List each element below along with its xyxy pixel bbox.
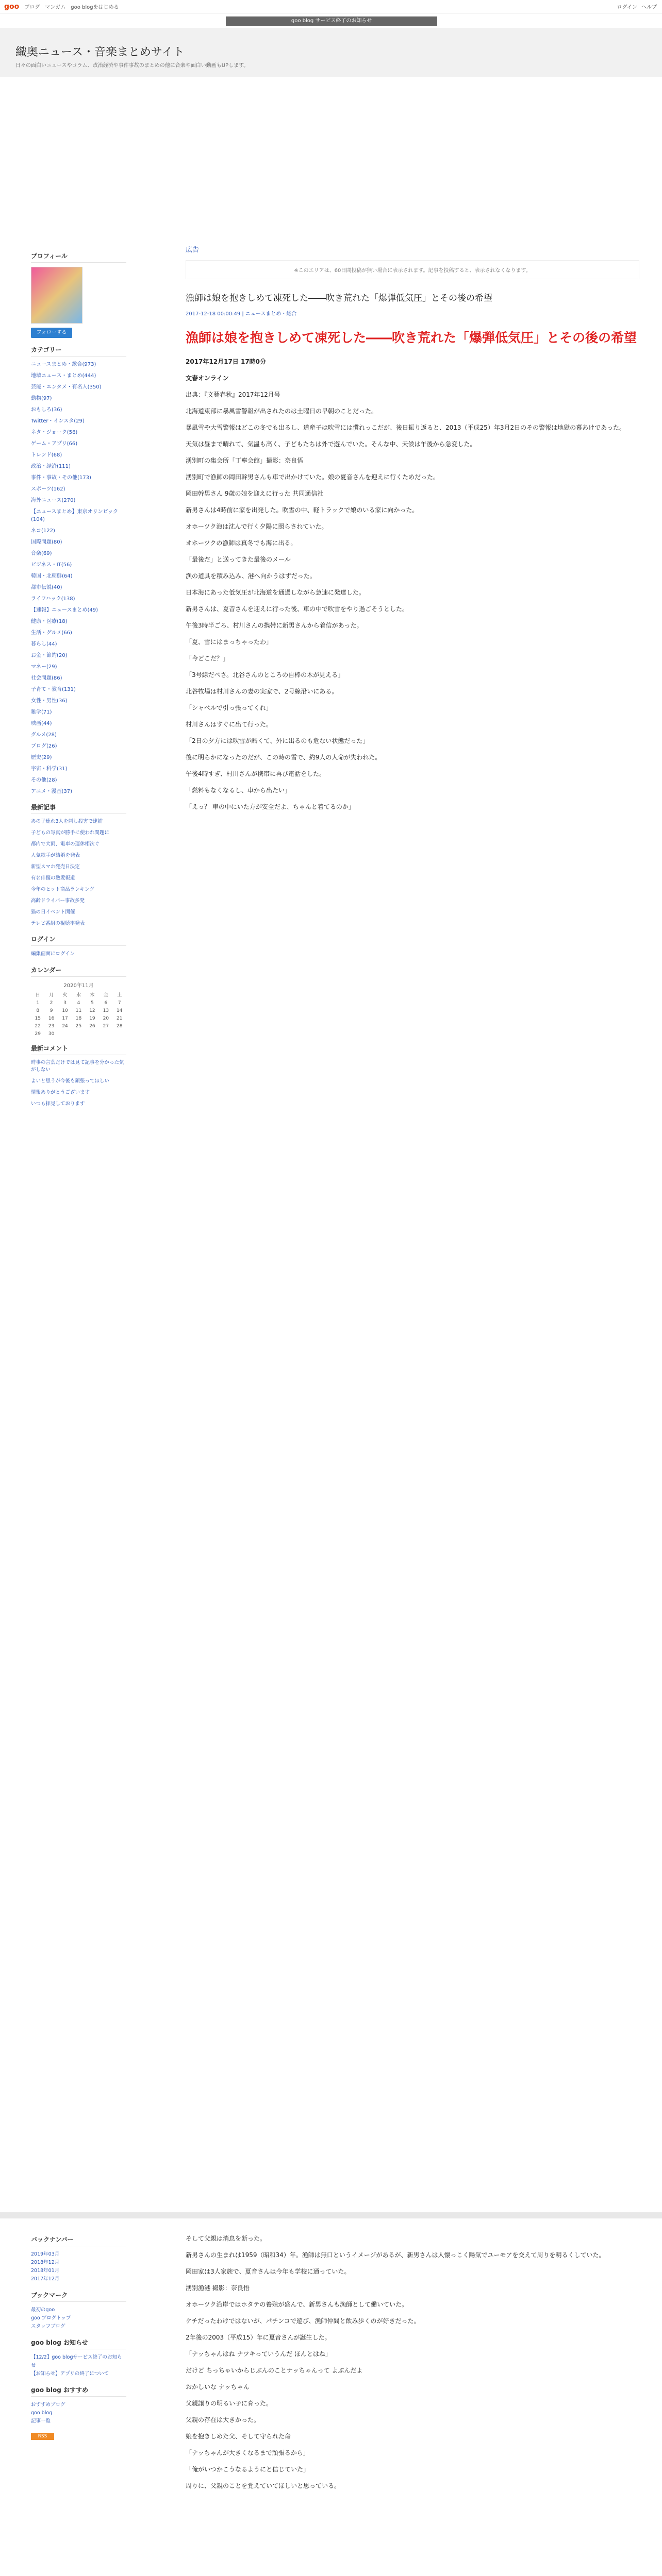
calendar-heading: カレンダー — [31, 965, 126, 977]
article-paragraph: 湧別漁港 撮影：奈良悟 — [186, 2284, 250, 2292]
article-paragraph: 新男さんの生まれは1959（昭和34）年。漁師は無口というイメージがあるが、新男さんは人懐っこく陽気でユーモアを交えて周りを明るくしていた。 — [186, 2251, 605, 2259]
calendar-grid — [31, 991, 126, 1037]
category-item[interactable]: 【速報】ニュースまとめ(49) — [31, 607, 98, 613]
category-item[interactable]: 事件・事故・その他(173) — [31, 475, 91, 481]
article-paragraph: 午後4時すぎ、村川さんが携帯に再び電話をした。 — [186, 770, 326, 777]
bookmark-item[interactable]: 最初のgoo — [31, 2307, 55, 2313]
article-body — [186, 356, 639, 812]
comment-item[interactable]: 情報ありがとうございます — [31, 1090, 90, 1095]
comment-item[interactable]: よいと思うが今後も頑張ってほしい — [31, 1078, 110, 1084]
calendar-month: 2020年11月 — [63, 983, 94, 989]
goo-news-heading: goo blog お知らせ — [31, 2338, 126, 2349]
category-item[interactable]: 暮らし(44) — [31, 641, 57, 647]
article-paragraph: オホーツク海は沈んで行く夕陽に照らされていた。 — [186, 523, 328, 530]
goo-news-list — [31, 2353, 126, 2378]
recent-heading: 最新記事 — [31, 803, 126, 814]
article-paragraph: 「シャベルで引っ張ってくれ」 — [186, 704, 272, 711]
category-item[interactable]: ライフハック(138) — [31, 596, 75, 602]
article-paragraph: オホーツクの漁師は真冬でも海に出る。 — [186, 539, 297, 547]
calendar-day[interactable]: 4 — [77, 1001, 80, 1006]
article-paragraph: 午後3時半ごろ、村川さんの携帯に新男さんから着信があった。 — [186, 622, 363, 629]
backnumber-item[interactable]: 2017年12月 — [31, 2276, 60, 2282]
calendar-day[interactable]: 28 — [117, 1024, 123, 1029]
calendar-day[interactable]: 14 — [117, 1008, 123, 1013]
bookmark-item[interactable]: goo ブログトップ — [31, 2315, 71, 2321]
backnumber-item[interactable]: 2019年03月 — [31, 2251, 60, 2257]
rss-button[interactable]: RSS — [31, 2433, 54, 2440]
calendar-day[interactable]: 25 — [75, 1024, 82, 1029]
category-heading: カテゴリー — [31, 345, 126, 357]
site-header — [0, 28, 662, 77]
category-item[interactable]: 音楽(69) — [31, 551, 52, 556]
calendar-day[interactable]: 15 — [35, 1016, 41, 1021]
category-item[interactable]: 映画(44) — [31, 721, 52, 726]
calendar-day[interactable]: 5 — [91, 1001, 94, 1006]
article-paragraph: 岡田幹男さん 9歳の娘を迎えに行った 共同通信社 — [186, 490, 324, 497]
calendar-day[interactable]: 23 — [48, 1024, 55, 1029]
edit-login-link[interactable]: 編集画面にログイン — [31, 951, 75, 957]
category-item[interactable]: その他(28) — [31, 777, 57, 783]
weekday-label: 金 — [103, 993, 108, 998]
backnumber-list — [31, 2250, 126, 2283]
calendar-day[interactable]: 29 — [35, 1031, 41, 1037]
site-title[interactable]: 織奥ニュース・音楽まとめサイト — [15, 46, 185, 59]
article-paragraph: 岡田家は3人家族で、夏音さんは今年も学校に通っていた。 — [186, 2268, 351, 2275]
profile-avatar[interactable] — [31, 267, 82, 324]
recommend-list — [31, 2401, 126, 2426]
backnumber-heading: バックナンバー — [31, 2235, 126, 2246]
recommend-item[interactable]: 記事一覧 — [31, 2418, 51, 2424]
comments-list — [31, 1059, 126, 1108]
calendar-day[interactable]: 18 — [75, 1016, 82, 1021]
calendar-day[interactable]: 6 — [104, 1001, 108, 1006]
recommend-item[interactable]: おすすめブログ — [31, 2402, 65, 2408]
calendar-day[interactable]: 2 — [49, 1001, 53, 1006]
main-content-lower — [186, 2228, 639, 2492]
category-item[interactable]: 雑学(71) — [31, 709, 52, 715]
weekday-label: 水 — [76, 993, 81, 998]
article-paragraph: 2017年12月17日 17時0分 — [186, 358, 267, 365]
backnumber-item[interactable]: 2018年01月 — [31, 2268, 60, 2274]
category-item[interactable]: 海外ニュース(270) — [31, 498, 76, 503]
category-item[interactable]: 地域ニュース・まとめ(444) — [31, 373, 96, 379]
recent-list — [31, 818, 126, 927]
article-paragraph: 「今どこだ？」 — [186, 655, 229, 662]
category-item[interactable]: おもしろ(36) — [31, 407, 62, 413]
article-paragraph: だけど ちっちゃいからじぶんのことナッちゃんって よぶんだよ — [186, 2367, 363, 2374]
recent-item[interactable]: 今年のヒット商品ランキング — [31, 887, 94, 892]
calendar-day[interactable]: 16 — [48, 1016, 55, 1021]
weekday-label: 土 — [117, 993, 122, 998]
page — [0, 28, 662, 2576]
comment-item[interactable]: 時事の言葉だけでは見て記事を分かった気がしない — [31, 1060, 124, 1073]
category-item[interactable]: マネー(29) — [31, 664, 57, 670]
ad-label[interactable]: 広告 — [186, 246, 200, 254]
category-item[interactable]: 健康・医療(18) — [31, 619, 68, 624]
backnumber-item[interactable]: 2018年12月 — [31, 2260, 60, 2265]
article-paragraph: ケチだったわけではないが、パチンコで遊び、漁師仲間と飲み歩くのが好きだった。 — [186, 2317, 420, 2325]
calendar-day[interactable]: 13 — [103, 1008, 109, 1013]
top-bar — [0, 0, 662, 13]
category-item[interactable]: 歴史(29) — [31, 755, 52, 760]
article-paragraph: 「えっ？ 車の中にいた方が安全だよ、ちゃんと着てるのか」 — [186, 803, 355, 810]
article-paragraph: 日本海にあった低気圧が北海道を通過しながら急速に発達した。 — [186, 589, 365, 596]
goo-news-item[interactable]: 【12/2】goo blogサービス終了のお知らせ — [31, 2354, 122, 2368]
entry-title[interactable]: 漁師は娘を抱きしめて凍死した――吹き荒れた「爆弾低気圧」とその後の希望 — [186, 293, 492, 303]
calendar-day[interactable]: 30 — [48, 1031, 55, 1037]
category-item[interactable]: ブログ(26) — [31, 743, 57, 749]
login-link[interactable]: ログイン — [617, 5, 637, 10]
weekday-label: 月 — [49, 993, 54, 998]
article-paragraph: 北谷牧場は村川さんの妻の実家で、2号線沿いにある。 — [186, 688, 338, 695]
recent-item[interactable]: 新型スマホ発売日決定 — [31, 864, 80, 870]
recent-item[interactable]: テレビ番組の視聴率発表 — [31, 921, 85, 926]
category-item[interactable]: ネコ(122) — [31, 528, 55, 534]
article-paragraph: 湧別町の集会所「丁寧会館」撮影：奈良悟 — [186, 457, 304, 464]
calendar-day[interactable]: 17 — [62, 1016, 68, 1021]
article-paragraph: 「ナッちゃんはね ナツキっていうんだ ほんとはね」 — [186, 2350, 332, 2358]
category-item[interactable]: スポーツ(162) — [31, 486, 65, 492]
bookmark-list — [31, 2306, 126, 2331]
sidebar-lower — [31, 2228, 126, 2440]
article-paragraph: 2年後の2003（平成15）年に夏音さんが誕生した。 — [186, 2334, 331, 2341]
article-paragraph: 新男さんは、夏音さんを迎えに行った後、車の中で吹雪をやり過ごそうとした。 — [186, 605, 409, 613]
article-paragraph: 後に明らかになったのだが、この時の雪で、約9人の人命が失われた。 — [186, 754, 382, 761]
category-item[interactable]: 動物(97) — [31, 396, 52, 401]
category-item[interactable]: 都市伝説(40) — [31, 585, 62, 590]
category-item[interactable]: ネタ・ジョーク(56) — [31, 430, 78, 435]
category-list — [31, 361, 126, 795]
calendar-day[interactable]: 3 — [63, 1001, 67, 1006]
article-paragraph: 「燃料もなくなるし、車から出たい」 — [186, 787, 291, 794]
notice-bar — [0, 13, 662, 28]
article-paragraph: 周りに、父親のことを覚えていてほしいと思っている。 — [186, 2482, 341, 2489]
article-paragraph: 「2日の夕方には吹雪が酷くて、外に出るのも危ない状態だった」 — [186, 737, 369, 744]
article-paragraph: 「最後だ」と送ってきた最後のメール — [186, 556, 291, 563]
article-paragraph: 父親譲りの明るい子に育った。 — [186, 2400, 273, 2407]
article-paragraph: そして父親は消息を断った。 — [186, 2235, 267, 2242]
category-item[interactable]: ニュースまとめ・総合(973) — [31, 362, 96, 367]
calendar-day[interactable]: 24 — [62, 1024, 68, 1029]
calendar-day[interactable]: 19 — [89, 1016, 95, 1021]
article-paragraph: 暴風雪や大雪警報はどこの冬でも出るし、道産子は吹雪には慣れっこだが、後日振り返ると、2013（平成25）年3月2日のその警報は地獄の幕あけであった。 — [186, 424, 625, 431]
calendar-day[interactable]: 21 — [117, 1016, 123, 1021]
calendar-day[interactable]: 9 — [49, 1008, 53, 1013]
article-paragraph: 天気は昼まで晴れて、気温も高く、子どもたちは外で遊んでいた。そんな中、天候は午後から急変した。 — [186, 440, 476, 448]
recent-item[interactable]: 都内で大雨、電車の運休相次ぐ — [31, 841, 100, 847]
calendar-day[interactable]: 22 — [35, 1024, 41, 1029]
article-paragraph: 「俺がいつかこうなるようにと信じていた」 — [186, 2466, 310, 2473]
calendar-day[interactable]: 7 — [118, 1001, 121, 1006]
calendar-day[interactable]: 8 — [36, 1008, 40, 1013]
calendar-day[interactable]: 27 — [103, 1024, 109, 1029]
article-paragraph: 娘を抱きしめた父、そして守られた命 — [186, 2433, 291, 2440]
category-item[interactable]: 政治・経済(111) — [31, 464, 71, 469]
category-item[interactable]: 【ニュースまとめ】東京オリンピック(104) — [31, 509, 119, 522]
page-break — [0, 2212, 662, 2218]
calendar-day[interactable]: 12 — [89, 1008, 95, 1013]
article-paragraph: オホーツク沿岸ではホタテの養殖が盛んで、新男さんも漁師として働いていた。 — [186, 2301, 408, 2308]
weekday-label: 木 — [90, 993, 95, 998]
recent-item[interactable]: 猫の日イベント開催 — [31, 909, 75, 915]
article-paragraph: 村川さんはすぐに出て行った。 — [186, 721, 273, 728]
service-end-notice[interactable]: goo blog サービス終了のお知らせ — [226, 16, 437, 26]
inactive-note: ※このエリアは、60日間投稿が無い場合に表示されます。記事を投稿すると、表示されなくなります。 — [186, 260, 639, 279]
article-paragraph: 新男さんは4時前に家を出発した。吹雪の中、軽トラックで娘のいる家に向かった。 — [186, 506, 419, 514]
article-headline: 漁師は娘を抱きしめて凍死した――吹き荒れた「爆弾低気圧」とその後の希望 — [186, 330, 637, 345]
article-paragraph: 漁の道具を積み込み、港へ向かうはずだった。 — [186, 572, 316, 580]
category-item[interactable]: アニメ・漫画(37) — [31, 789, 73, 794]
category-item[interactable]: ゲーム・アプリ(66) — [31, 441, 78, 447]
calendar-day[interactable]: 11 — [75, 1008, 82, 1013]
category-item[interactable]: 女性・男性(36) — [31, 698, 68, 704]
entry-meta[interactable]: 2017-12-18 00:00:49 | ニュースまとめ・総合 — [186, 311, 297, 317]
weekday-label: 火 — [62, 993, 68, 998]
category-item[interactable]: 国際問題(80) — [31, 539, 62, 545]
login-heading: ログイン — [31, 935, 126, 946]
recommend-item[interactable]: goo blog — [31, 2410, 53, 2416]
category-item[interactable]: 生活・グルメ(66) — [31, 630, 72, 636]
bookmark-item[interactable]: スタッフブログ — [31, 2324, 65, 2329]
recent-item[interactable]: あの子連れ3人を刺し殺害で逮捕 — [31, 819, 103, 824]
article-paragraph: 出典：『文藝春秋』2017年12月号 — [186, 391, 280, 398]
category-item[interactable]: グルメ(28) — [31, 732, 57, 738]
nav-manga[interactable]: マンガム — [45, 5, 66, 10]
article-paragraph: 湧別町で漁師の岡田幹男さんも車で出かけていた。娘の夏音さんを迎えに行くためだった。 — [186, 473, 440, 481]
goo-news-item[interactable]: 【お知らせ】アプリの終了について — [31, 2371, 109, 2377]
category-item[interactable]: ビジネス・IT(56) — [31, 562, 72, 568]
follow-button[interactable]: フォローする — [31, 328, 72, 338]
category-item[interactable]: 宇宙・科学(31) — [31, 766, 68, 772]
recent-item[interactable]: 高齢ドライバー事故多発 — [31, 898, 85, 904]
recent-item[interactable]: 有名俳優の熱愛報道 — [31, 875, 75, 881]
comment-item[interactable]: いつも拝見しております — [31, 1101, 85, 1107]
article-paragraph: 北海道東部に暴風雪警報が出されたのは土曜日の早朝のことだった。 — [186, 408, 378, 415]
nav-blog[interactable]: ブログ — [24, 5, 40, 10]
weekday-label: 日 — [35, 993, 40, 998]
nav-start[interactable]: goo blogをはじめる — [71, 5, 119, 10]
profile-heading: プロフィール — [31, 251, 126, 263]
category-item[interactable]: 韓国・北朝鮮(64) — [31, 573, 73, 579]
comments-heading: 最新コメント — [31, 1044, 126, 1055]
help-link[interactable]: ヘルプ — [641, 5, 657, 10]
category-item[interactable]: 芸能・エンタメ・有名人(350) — [31, 384, 102, 390]
site-description: 日々の面白いニュースやコラム、政治経済や事件事故のまとめの他に音楽や面白い動画もUPします。 — [15, 63, 249, 69]
article-paragraph: 文春オンライン — [186, 375, 229, 382]
calendar-day[interactable]: 20 — [103, 1016, 109, 1021]
recent-item[interactable]: 子どもの写真が勝手に使われ問題に — [31, 830, 110, 836]
recommend-heading: goo blog おすすめ — [31, 2385, 126, 2397]
main-content — [186, 244, 639, 812]
category-item[interactable]: 社会問題(86) — [31, 675, 62, 681]
category-item[interactable]: お金・節約(20) — [31, 653, 68, 658]
calendar-day[interactable]: 26 — [89, 1024, 95, 1029]
category-item[interactable]: 子育て・教育(131) — [31, 687, 76, 692]
goo-logo[interactable]: goo — [4, 2, 20, 11]
article-paragraph: おかしいな ナッちゃん — [186, 2383, 250, 2391]
recent-item[interactable]: 人気歌手が結婚を発表 — [31, 853, 80, 858]
bookmark-heading: ブックマーク — [31, 2291, 126, 2302]
article-paragraph: 「3号線だべさ。北谷さんのところの自棒の木が見える」 — [186, 671, 344, 679]
sidebar — [31, 244, 126, 1112]
category-item[interactable]: Twitter・インスタ(29) — [31, 418, 85, 424]
calendar-day[interactable]: 10 — [62, 1008, 68, 1013]
calendar-day[interactable]: 1 — [36, 1001, 40, 1006]
article-paragraph: 「ナッちゃんが大きくなるまで頑張るから」 — [186, 2449, 309, 2456]
category-item[interactable]: トレンド(68) — [31, 452, 62, 458]
article-paragraph: 父親の存在は大きかった。 — [186, 2416, 260, 2424]
article-paragraph: 「夏、雪にはまっちゃったわ」 — [186, 638, 273, 646]
